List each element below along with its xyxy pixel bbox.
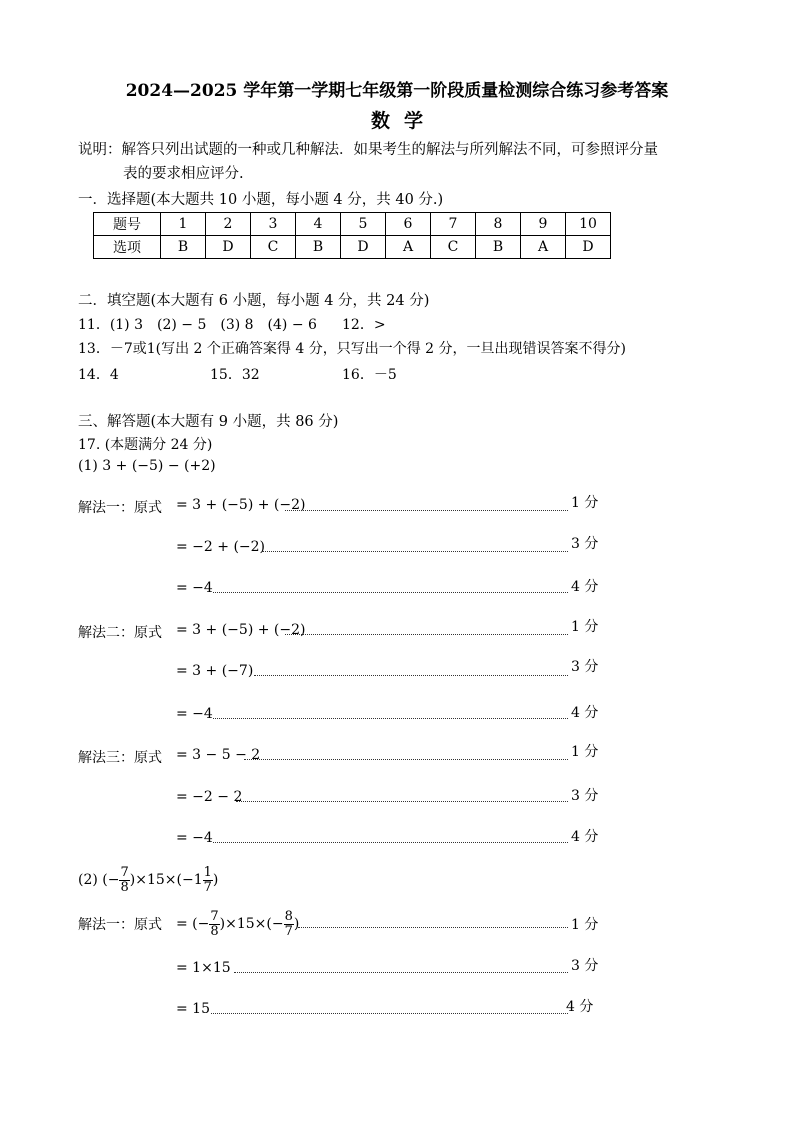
table-cell: 9 [521,213,566,236]
row-label-numbers: 题号 [94,213,161,236]
table-cell: B [476,236,521,259]
table-cell: 10 [566,213,611,236]
step-score: 4 分 [571,705,599,721]
dotted-leader [213,842,568,843]
dotted-leader [211,1013,568,1014]
table-cell: 3 [251,213,296,236]
expr-text: (2) (− [78,872,120,888]
table-cell: B [161,236,206,259]
step-score: 4 分 [571,579,599,595]
expr-text: )×15×(− [219,916,284,932]
row-label-answers: 选项 [94,236,161,259]
step-expression: = −4 [176,830,213,846]
step-score: 1 分 [571,917,599,933]
step-expression: = 15 [176,1001,210,1017]
table-cell: C [251,236,296,259]
step-expression: = 1×15 [176,960,231,976]
step-score: 1 分 [571,744,599,760]
answer-q12: 12．> [342,317,386,333]
table-cell: 7 [431,213,476,236]
table-cell: D [566,236,611,259]
choice-answer-table [93,212,611,259]
fraction-numerator: 1 [203,864,212,880]
fraction-denominator: 8 [210,923,219,939]
table-cell: B [296,236,341,259]
answer-q14: 14．4 [78,367,119,383]
step-expression: = 3 + (−5) + (−2) [176,622,306,638]
answer-q11: 11．(1) 3 (2) − 5 (3) 8 (4) − 6 [78,317,317,333]
table-cell: C [431,236,476,259]
expr-text: ) [293,916,300,932]
table-cell: 4 [296,213,341,236]
step-expression: = −4 [176,580,213,596]
table-cell: 2 [206,213,251,236]
answer-q16: 16．－5 [342,367,397,383]
fraction [209,910,219,939]
answer-q13: 13．－7或1(写出 2 个正确答案得 4 分，只写出一个得 2 分，一旦出现错误答案不得分) [78,341,626,357]
method-label: 解法一：原式 [78,917,162,933]
page-title: 2024—2025 学年第一学期七年级第一阶段质量检测综合练习参考答案 [125,81,669,101]
fraction-numerator: 8 [284,908,293,924]
dotted-leader [262,551,568,552]
fraction [284,910,294,939]
table-row-numbers [94,213,611,236]
method-label: 解法二：原式 [78,625,162,641]
table-cell: 6 [386,213,431,236]
fraction-numerator: 7 [120,864,129,880]
answer-q15: 15．32 [210,367,260,383]
step-expression: = 3 + (−7) [176,663,254,679]
section2-heading: 二．填空题(本大题有 6 小题，每小题 4 分，共 24 分) [78,293,430,309]
step-expression [176,906,299,942]
dotted-leader [244,759,568,760]
table-cell: 5 [341,213,386,236]
table-cell: D [341,236,386,259]
dotted-leader [285,634,568,635]
expr-text: = (− [176,916,210,932]
expr-text: )×15×(−1 [129,872,203,888]
dotted-leader [213,718,568,719]
table-row-answers [94,236,611,259]
step-score: 1 分 [571,495,599,511]
step-score: 1 分 [571,619,599,635]
dotted-leader [298,927,568,928]
method-label: 解法三：原式 [78,750,162,766]
step-expression: = −2 + (−2) [176,539,266,555]
step-score: 3 分 [571,659,599,675]
q17-heading: 17. (本题满分 24 分) [78,437,213,453]
q17-part2-question [78,862,218,898]
table-cell: A [521,236,566,259]
instructions-note [78,138,723,186]
fraction [119,866,129,895]
step-expression: = −4 [176,706,213,722]
dotted-leader [285,510,568,511]
step-expression: = 3 − 5 − 2 [176,747,261,763]
method-label: 解法一：原式 [78,500,162,516]
note-line-1: 说明：解答只列出试题的一种或几种解法．如果考生的解法与所列解法不同，可参照评分量 [78,142,658,158]
section3-heading: 三、解答题(本大题有 9 小题，共 86 分) [78,414,339,430]
subject-title: 数学 [370,110,437,132]
table-cell: A [386,236,431,259]
step-score: 3 分 [571,788,599,804]
table-cell: 1 [161,213,206,236]
table-cell: D [206,236,251,259]
fraction-numerator: 7 [210,908,219,924]
q17-part1-question: (1) 3 + (−5) − (+2) [78,458,216,474]
dotted-leader [254,675,568,676]
section1-heading: 一．选择题(本大题共 10 小题，每小题 4 分，共 40 分.) [78,192,444,208]
step-score: 3 分 [571,536,599,552]
note-line-2: 表的要求相应评分. [123,166,244,182]
step-score: 4 分 [566,999,594,1015]
step-score: 3 分 [571,958,599,974]
step-expression: = 3 + (−5) + (−2) [176,497,306,513]
dotted-leader [236,801,568,802]
fraction-denominator: 8 [120,879,129,895]
dotted-leader [213,592,568,593]
dotted-leader [234,972,568,973]
fraction-denominator: 7 [203,879,212,895]
fraction [203,866,213,895]
table-cell: 8 [476,213,521,236]
step-score: 4 分 [571,829,599,845]
expr-text: ) [212,872,219,888]
fraction-denominator: 7 [284,923,293,939]
step-expression: = −2 − 2 [176,789,243,805]
